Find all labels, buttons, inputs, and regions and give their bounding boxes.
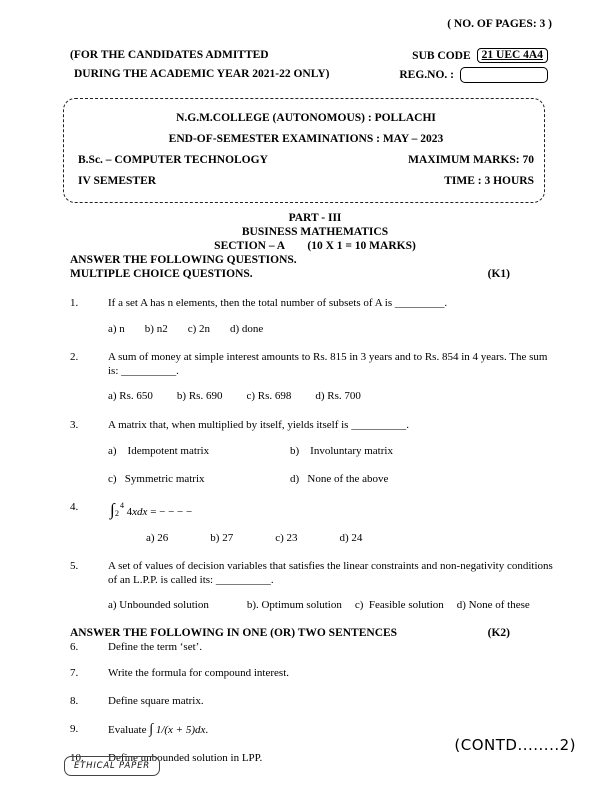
option-a: a) Rs. 650 <box>108 390 153 402</box>
question-number: 2. <box>70 351 79 363</box>
integral-sign: ∫ 4 2 <box>110 500 124 519</box>
question-text-suffix: . <box>205 724 209 736</box>
math-expression: 1/(x + 5)dx <box>153 724 206 736</box>
question-number: 4. <box>70 501 79 513</box>
option-b: b) Involuntary matrix <box>290 445 393 457</box>
question-number: 5. <box>70 560 79 572</box>
question-2 <box>70 351 560 404</box>
section-heading <box>70 239 560 253</box>
option-c: c) Feasible solution <box>354 599 444 611</box>
question-5-options <box>108 599 560 613</box>
institute-box <box>63 98 545 203</box>
instruction-text: ANSWER THE FOLLOWING IN ONE (OR) TWO SENTENCES <box>70 626 398 639</box>
question-4 <box>70 501 560 545</box>
math-equals-blank: = − − − − <box>147 506 193 518</box>
question-text-math <box>108 501 560 520</box>
part-title: PART - III <box>288 212 342 224</box>
instruction-mcq <box>70 267 510 281</box>
question-number: 1. <box>70 297 79 309</box>
question-3-options <box>108 445 560 486</box>
question-text: Write the formula for compound interest. <box>108 667 290 679</box>
question-number: 7. <box>70 667 79 679</box>
question-text: Define unbounded solution in LPP. <box>108 752 263 764</box>
integral-sign: ∫ <box>149 722 154 737</box>
college-name: N.G.M.COLLEGE (AUTONOMOUS) : POLLACHI <box>176 112 436 124</box>
candidates-admitted-note <box>70 46 329 84</box>
maximum-marks: MAXIMUM MARKS: 70 <box>408 154 534 166</box>
option-d: d) None of these <box>456 599 530 611</box>
semester-time-row <box>78 171 534 192</box>
question-number: 6. <box>70 640 79 653</box>
question-1 <box>70 297 560 336</box>
question-text-prefix: Evaluate <box>108 724 150 736</box>
question-text: A set of values of decision variables that satisfies the linear constraints and non-negativity conditions of an L.P.P. is called its: __________. <box>108 560 553 586</box>
paper-body <box>70 211 560 766</box>
question-8 <box>70 695 560 709</box>
sub-code-row <box>399 46 548 65</box>
question-text: Define the term ‘set’. <box>108 640 203 653</box>
question-2-options <box>108 390 560 404</box>
semester-label: IV SEMESTER <box>78 175 157 187</box>
instruction-answer-all <box>70 253 560 267</box>
instruction-short-answer <box>70 626 510 640</box>
programme-marks-row <box>78 150 534 171</box>
question-text-math <box>108 723 208 738</box>
reg-no-label: REG.NO. : <box>399 68 454 81</box>
sub-code-label: SUB CODE <box>412 49 471 62</box>
question-text: Define square matrix. <box>108 695 204 707</box>
header-block <box>70 46 548 84</box>
instruction-text: ANSWER THE FOLLOWING QUESTIONS. <box>70 254 297 266</box>
exam-title: END-OF-SEMESTER EXAMINATIONS : MAY – 2023 <box>168 133 444 145</box>
option-c: c) Symmetric matrix <box>108 472 205 485</box>
instruction-text: MULTIPLE CHOICE QUESTIONS. <box>70 268 253 280</box>
question-text: If a set A has n elements, then the total number of subsets of A is _________. <box>108 297 448 309</box>
question-7 <box>70 667 560 681</box>
option-a: a) Idempotent matrix <box>108 445 210 457</box>
math-coefficient: 4 <box>126 506 133 518</box>
question-text: A matrix that, when multiplied by itself, yields itself is __________. <box>108 418 409 431</box>
reg-no-row <box>399 65 548 84</box>
time-allowed: TIME : 3 HOURS <box>444 175 534 187</box>
option-b: b) n2 <box>144 322 168 335</box>
question-number: 9. <box>70 723 79 735</box>
question-text: A sum of money at simple interest amounts to Rs. 815 in 3 years and to Rs. 854 in 4 years. The sum is: __________. <box>108 351 548 377</box>
code-reg-block <box>399 46 548 84</box>
admitted-line-1: (FOR THE CANDIDATES ADMITTED <box>70 49 269 61</box>
option-b: b) 27 <box>210 531 234 544</box>
option-b: b) Rs. 690 <box>176 390 223 402</box>
math-variables: xdx <box>132 506 148 518</box>
option-b: b). Optimum solution <box>246 599 342 611</box>
ethical-paper-stamp: ETHICAL PAPER <box>64 756 160 776</box>
question-3 <box>70 419 560 487</box>
integral-upper-limit: 4 <box>120 501 124 510</box>
k1-tag: (K1) <box>487 268 510 280</box>
question-4-options <box>146 532 560 546</box>
pages-count-note: ( NO. OF PAGES: 3 ) <box>447 18 552 30</box>
question-5 <box>70 560 560 613</box>
integral-lower-limit: 2 <box>115 509 119 518</box>
option-d: d) done <box>230 322 264 335</box>
continued-note: (CONTD........2) <box>454 736 576 754</box>
admitted-line-2: DURING THE ACADEMIC YEAR 2021-22 ONLY) <box>74 68 330 80</box>
subject-title: BUSINESS MATHEMATICS <box>241 226 389 238</box>
k2-tag: (K2) <box>487 626 510 639</box>
question-6 <box>70 641 560 655</box>
question-1-options <box>108 323 560 337</box>
question-number: 3. <box>70 418 79 431</box>
option-c: c) Rs. 698 <box>246 390 292 402</box>
option-d: d) Rs. 700 <box>315 390 361 402</box>
question-number: 10. <box>70 752 84 764</box>
section-marks: (10 X 1 = 10 MARKS) <box>307 240 416 252</box>
section-label: SECTION – A <box>214 240 285 252</box>
option-a: a) Unbounded solution <box>108 599 209 611</box>
programme-name: B.Sc. – COMPUTER TECHNOLOGY <box>78 154 268 166</box>
sub-code-value: 21 UEC 4A4 <box>477 48 548 63</box>
option-d: d) None of the above <box>290 472 389 485</box>
option-c: c) 2n <box>187 322 211 335</box>
reg-no-field[interactable] <box>460 67 548 83</box>
option-a: a) 26 <box>146 531 169 544</box>
option-a: a) n <box>108 322 125 335</box>
option-d: d) 24 <box>339 531 363 544</box>
option-c: c) 23 <box>275 531 298 544</box>
question-number: 8. <box>70 695 79 707</box>
